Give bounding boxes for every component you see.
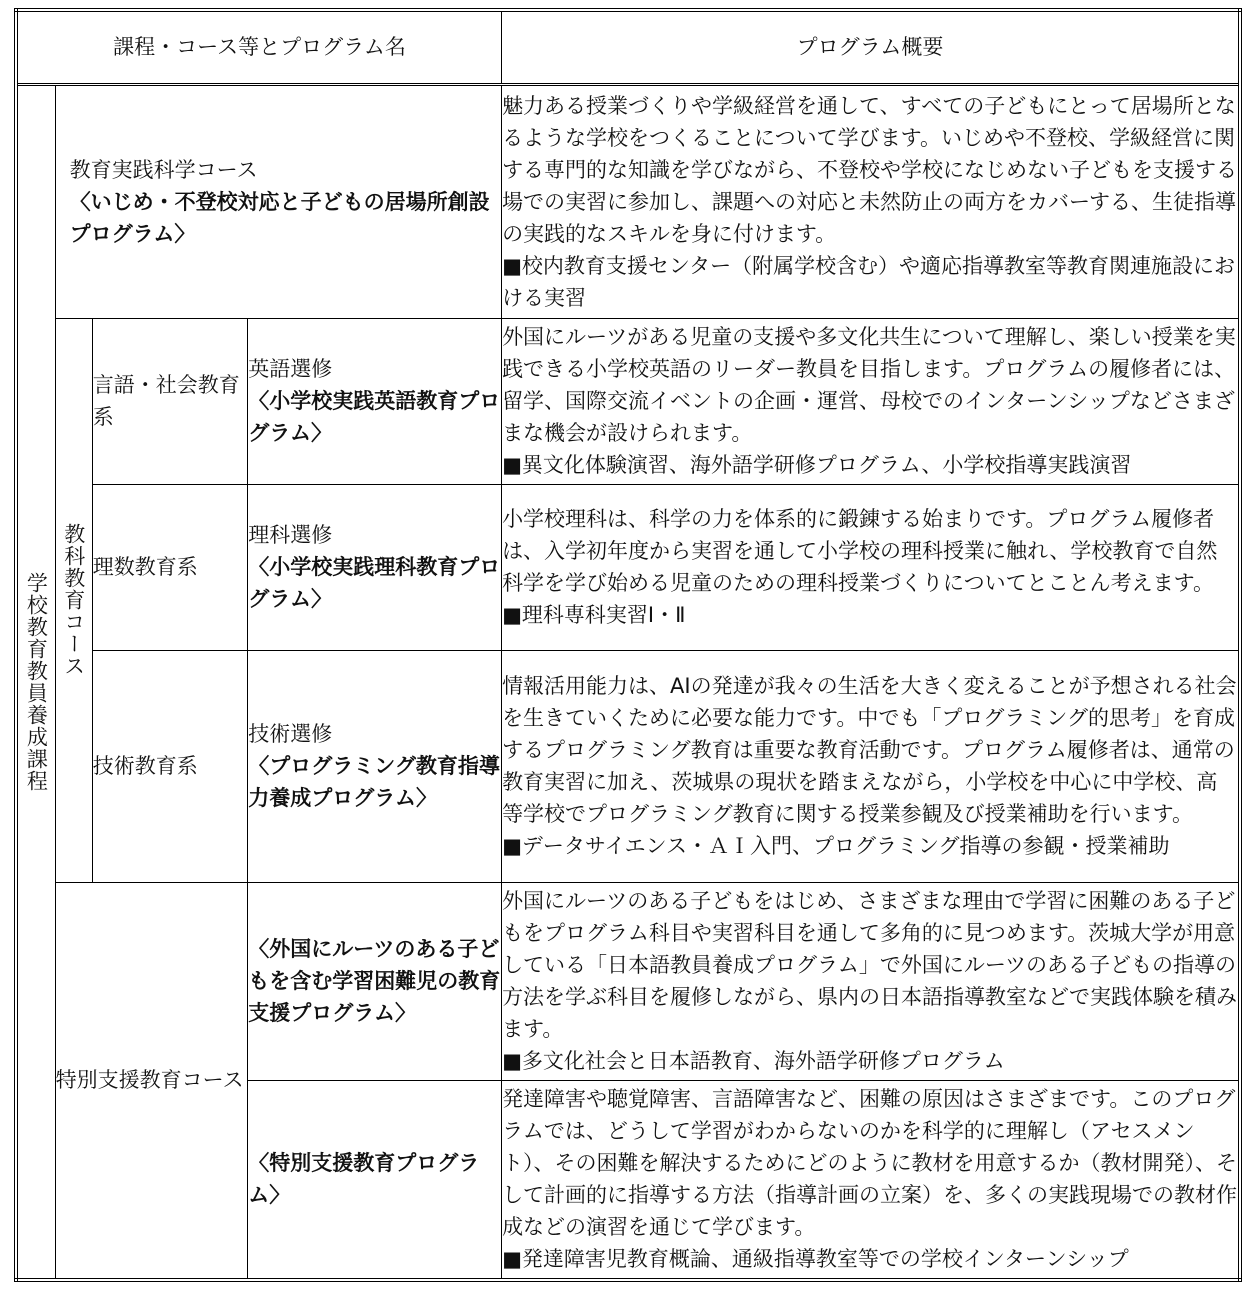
program-overview (502, 1080, 1240, 1280)
course-name: 理科選修 (248, 523, 333, 547)
program-name: 〈小学校実践英語教育プログラム〉 (248, 389, 501, 445)
course-name: 教育実践科学コース (69, 157, 258, 182)
table-row (16, 650, 1240, 882)
header-row (16, 10, 1240, 84)
subject-course-label: 教科教育コース (55, 318, 92, 882)
table-row (16, 882, 1240, 1080)
overview-text: 外国にルーツがある児童の支援や多文化共生について理解し、楽しい授業を実践できる小学校英語のリーダー教員を目指します。プログラムの履修者には、留学、国際交流イベントの企画・運営、母校でのインターンシップなどさまざまな機会が設けられます。 (502, 325, 1236, 445)
curriculum-label: 学校教育教員養成課程 (16, 84, 55, 1280)
table-row (16, 484, 1240, 650)
program-cell (248, 650, 502, 882)
practice-text: ■多文化社会と日本語教育、海外語学研修プログラム (502, 1049, 1005, 1073)
program-table (14, 8, 1242, 1282)
course-name: 特別支援教育コース (55, 882, 248, 1280)
program-overview (502, 882, 1240, 1080)
program-name: 〈いじめ・不登校対応と子どもの居場所創設プログラム〉 (69, 189, 490, 246)
program-cell (248, 882, 502, 1080)
program-cell (248, 1080, 502, 1280)
subcourse-name: 理数教育系 (92, 484, 248, 650)
practice-text: ■発達障害児教育概論、通級指導教室等での学校インターンシップ (502, 1247, 1129, 1272)
program-name: 〈特別支援教育プログラム〉 (248, 1151, 480, 1208)
table-row (16, 84, 1240, 318)
overview-text: 魅力ある授業づくりや学級経営を通して、すべての子どもにとって居場所となるような学校をつくることについて学びます。いじめや不登校、学級経営に関する専門的な知識を学びながら、不登校や学校になじめない子どもを支援する場での実習に参加し、課題への対応と未然防止の両方をカバーする、生徒指導の実践的なスキルを身に付けます。 (502, 93, 1238, 246)
program-overview (502, 84, 1240, 318)
program-name: 〈外国にルーツのある子どもを含む学習困難児の教育支援プログラム〉 (248, 937, 501, 1025)
program-overview (502, 484, 1240, 650)
overview-text: 発達障害や聴覚障害、言語障害など、困難の原因はさまざまです。このプログラムでは、どうして学習がわからないのかを科学的に理解し（アセスメント）、その困難を解決するためにどのように教材を用意するか（教材開発）、そして計画的に指導する方法（指導計画の立案）を、多くの実践現場での教材作成などの演習を通じて学びます。 (502, 1087, 1238, 1240)
program-cell (248, 318, 502, 484)
header-overview: プログラム概要 (502, 10, 1240, 84)
table-row (16, 318, 1240, 484)
program-name: 〈プログラミング教育指導力養成プログラム〉 (248, 754, 500, 810)
program-overview (502, 318, 1240, 484)
program-cell (248, 484, 502, 650)
program-overview (502, 650, 1240, 882)
program-name: 〈小学校実践理科教育プログラム〉 (248, 555, 501, 611)
course-name: 英語選修 (248, 357, 333, 381)
course-cell (55, 84, 501, 318)
practice-text: ■異文化体験演習、海外語学研修プログラム、小学校指導実践演習 (502, 453, 1132, 477)
course-name: 技術選修 (248, 722, 333, 746)
practice-text: ■データサイエンス・ＡＩ入門、プログラミング指導の参観・授業補助 (502, 834, 1170, 858)
overview-text: 情報活用能力は、AIの発達が我々の生活を大きく変えることが予想される社会を生きていくために必要な能力です。中でも「プログラミング的思考」を育成するプログラミング教育は重要な教育活動です。プログラム履修者は、通常の教育実習に加え、茨城県の現状を踏まえながら，小学校を中心に中学校、高等学校でプログラミング教育に関する授業参観及び授業補助を行います。 (502, 674, 1237, 826)
subcourse-name: 言語・社会教育系 (92, 318, 248, 484)
subcourse-name: 技術教育系 (92, 650, 248, 882)
header-course-program: 課程・コース等とプログラム名 (16, 10, 502, 84)
practice-text: ■理科専科実習Ⅰ・Ⅱ (502, 603, 686, 627)
practice-text: ■校内教育支援センター（附属学校含む）や適応指導教室等教育関連施設における実習 (502, 253, 1236, 310)
overview-text: 外国にルーツのある子どもをはじめ、さまざまな理由で学習に困難のある子どもをプログラム科目や実習科目を通して多角的に見つめます。茨城大学が用意している「日本語教員養成プログラム」で外国にルーツのある子どもの指導の方法を学ぶ科目を履修しながら、県内の日本語指導教室などで実践体験を積みます。 (502, 889, 1238, 1041)
overview-text: 小学校理科は、科学の力を体系的に鍛錬する始まりです。プログラム履修者は、入学初年度から実習を通して小学校の理科授業に触れ、学校教育で自然科学を学び始める児童のための理科授業づくりについてとことん考えます。 (502, 507, 1218, 595)
